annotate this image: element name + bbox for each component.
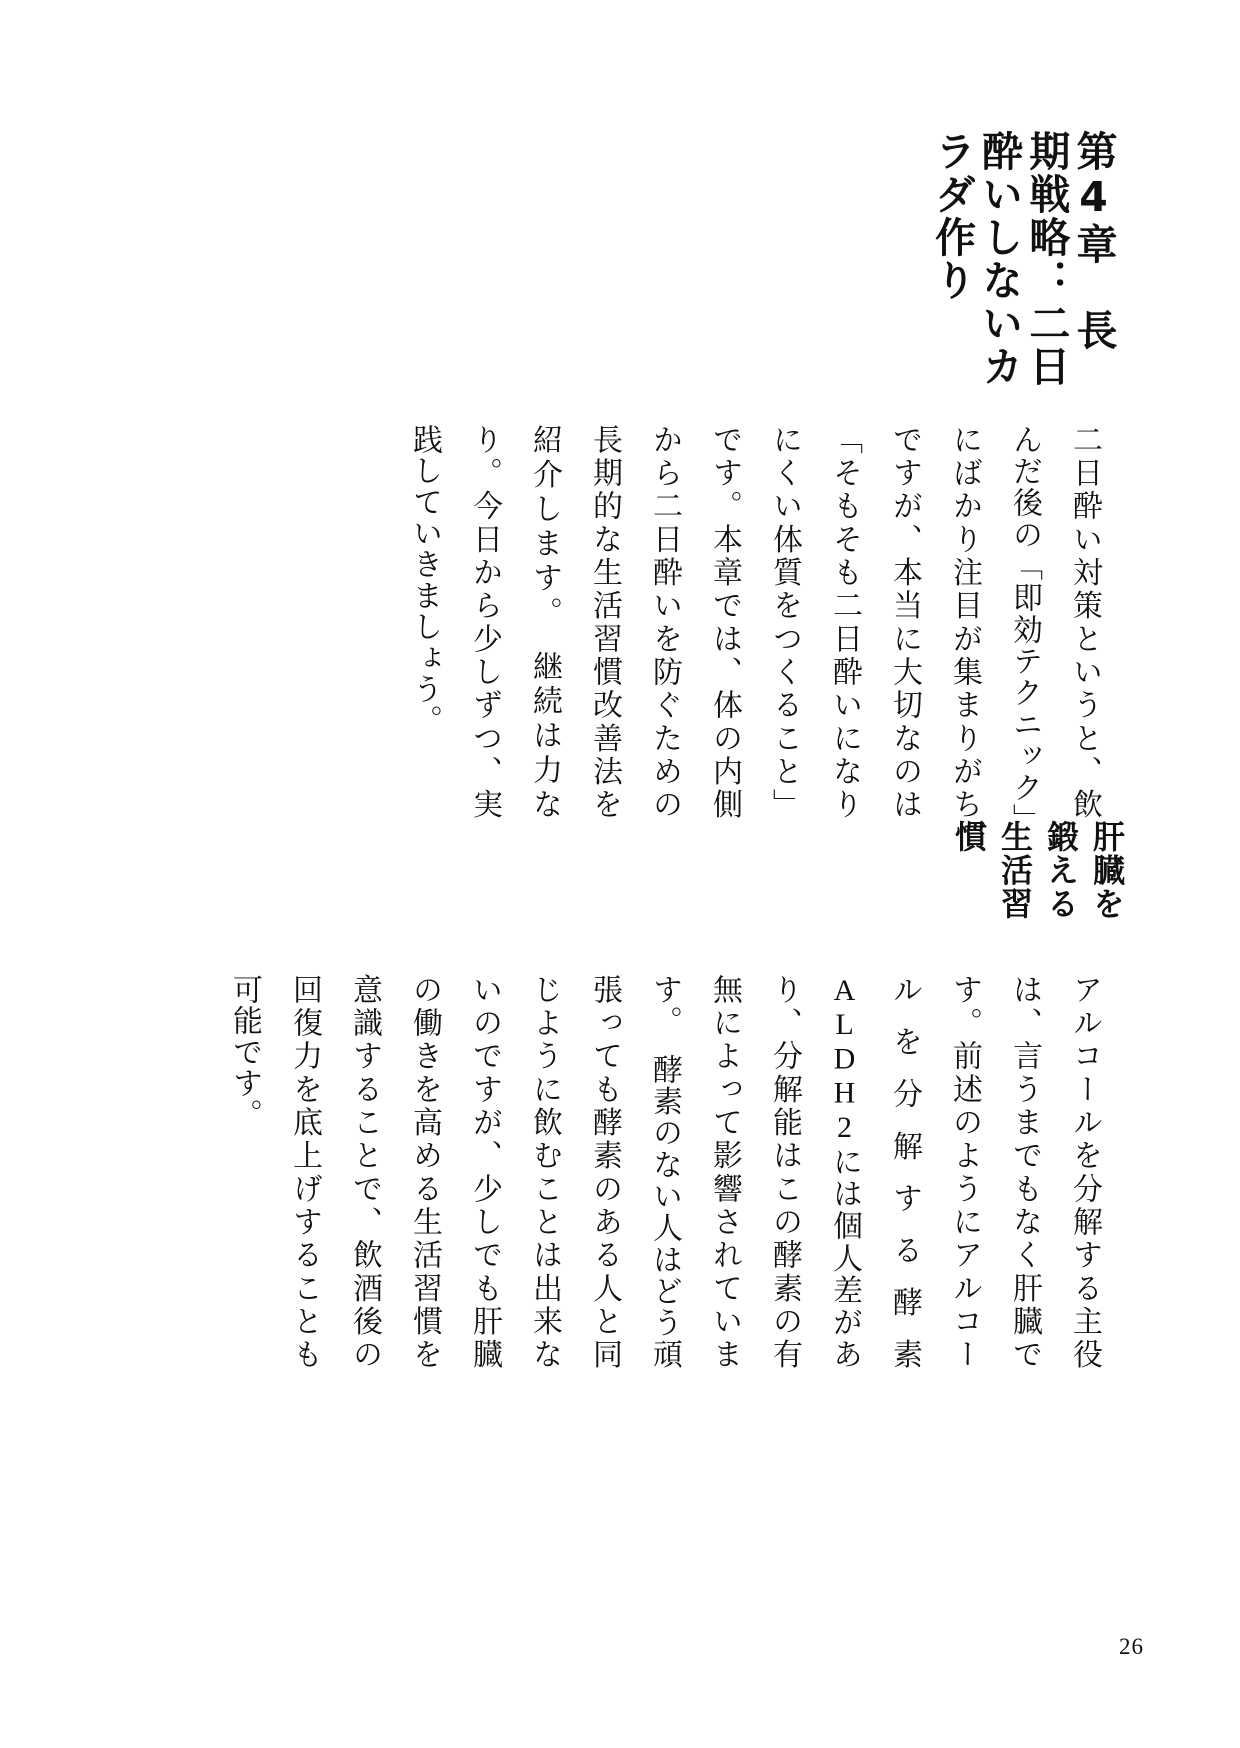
body-paragraph: アルコールを分解する主役は、言うまでもなく肝臓です。前述のようにアルコールを分解する酵素ALDH2には個人差があり、分解能はこの酵素の有無によって影響されています。 酵素のない人はどう頑張っても酵素のある人と同じように飲むことは出来ないのですが、少しでも肝臓の働きを高める生活習慣を意識することで、飲酒後の回復力を底上げすることも可能です。: [228, 973, 1101, 1370]
chapter-title: 第4章 長期戦略：二日酔いしないカラダ作り: [928, 130, 1118, 388]
section-heading: 肝臓を鍛える生活習慣: [950, 820, 1126, 921]
page-body: [144, 130, 1144, 1370]
intro-paragraph: 二日酔い対策というと、飲んだ後の「即効テクニック」にばかり注目が集まりがちですが、本当に大切なのは「そもそも二日酔いになりにくい体質をつくること」です。本章では、体の内側から二日酔いを防ぐための長期的な生活習慣改善法を紹介します。 継続は力なり。今日から少しずつ、実践していきましょう。: [408, 424, 1101, 821]
page-number: 26: [1119, 1634, 1144, 1659]
